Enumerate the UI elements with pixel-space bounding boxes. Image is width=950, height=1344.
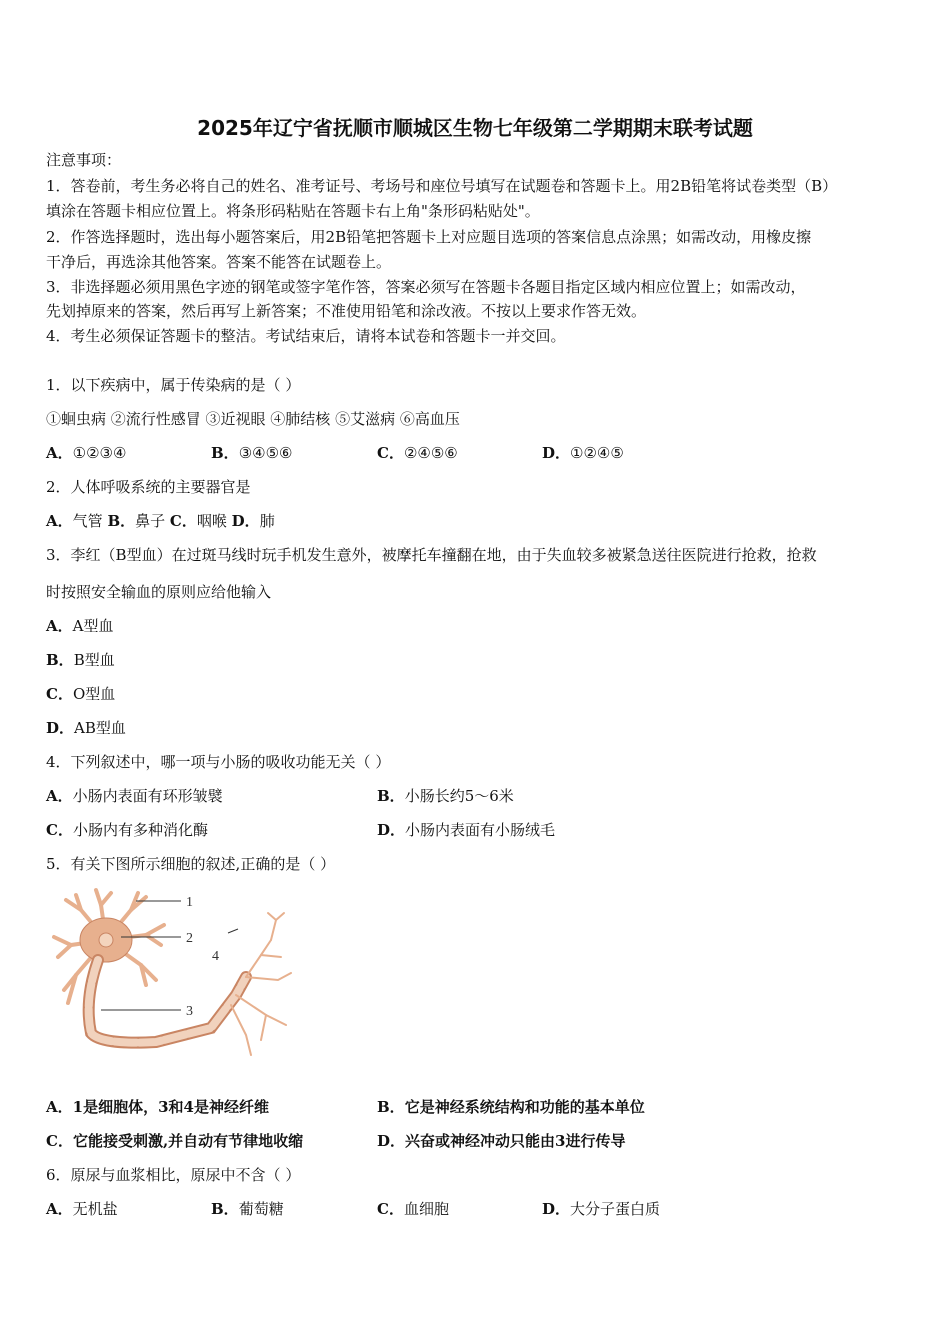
option-letter: C．	[377, 444, 404, 462]
option-text: 它能接受刺激,并自动有节律地收缩	[72, 1132, 304, 1150]
option-letter: A．	[46, 1098, 73, 1116]
option-letter: B．	[377, 1098, 405, 1116]
option-text: ②④⑤⑥	[403, 444, 458, 462]
question-6-option-d	[542, 1199, 660, 1219]
option-text: AB型血	[74, 719, 126, 737]
question-3-stem-cont: 时按照安全输血的原则应给他输入	[46, 583, 272, 601]
question-4-option-c	[46, 820, 208, 840]
option-letter: C．	[46, 1132, 73, 1150]
option-text: 小肠长约5～6米	[404, 787, 514, 805]
page-title: 2025年辽宁省抚顺市顺城区生物七年级第二学期期末联考试题	[197, 116, 753, 140]
question-5-option-b	[377, 1097, 645, 1117]
option-letter: C．	[169, 512, 197, 530]
option-letter: D．	[542, 444, 571, 462]
option-letter: D．	[377, 821, 406, 839]
option-letter: C．	[46, 821, 73, 839]
option-text: 小肠内表面有小肠绒毛	[405, 821, 556, 839]
option-letter: B．	[377, 787, 405, 805]
option-letter: B．	[107, 512, 136, 530]
option-letter: C．	[377, 1200, 404, 1218]
question-6-stem: 6．原尿与血浆相比，原尿中不含（ ）	[46, 1166, 301, 1184]
option-letter: B．	[211, 444, 239, 462]
notice-line: 1．答卷前，考生务必将自己的姓名、准考证号、考场号和座位号填写在试题卷和答题卡上。用2B铅笔将试卷类型（B）	[46, 177, 838, 195]
question-3-option-c	[46, 684, 115, 704]
neuron-figure	[46, 885, 296, 1065]
option-letter: B．	[46, 651, 74, 669]
question-4-stem: 4．下列叙述中，哪一项与小肠的吸收功能无关（ ）	[46, 753, 391, 771]
question-2-stem: 2．人体呼吸系统的主要器官是	[46, 478, 251, 496]
notice-line: 3．非选择题必须用黑色字迹的钢笔或签字笔作答，答案必须写在答题卡各题目指定区域内相应位置上；如需改动，	[46, 278, 806, 296]
question-5-stem: 5．有关下图所示细胞的叙述,正确的是（ ）	[46, 855, 336, 873]
question-1-option-c	[377, 443, 458, 463]
neuron-cell-body	[54, 890, 164, 1003]
option-letter: A．	[46, 787, 73, 805]
option-text: 气管	[72, 512, 103, 530]
option-text: 1是细胞体，3和4是神经纤维	[72, 1098, 269, 1116]
question-1-items: ①蛔虫病 ②流行性感冒 ③近视眼 ④肺结核 ⑤艾滋病 ⑥高血压	[46, 410, 460, 428]
question-3-option-d	[46, 718, 126, 738]
question-3-stem: 3．李红（B型血）在过斑马线时玩手机发生意外，被摩托车撞翻在地，由于失血较多被紧急送往医院进行抢救，抢救	[46, 546, 817, 564]
question-5-option-a	[46, 1097, 269, 1117]
option-text: ①②④⑤	[570, 444, 624, 462]
option-letter: C．	[46, 685, 73, 703]
option-text: B型血	[73, 651, 115, 669]
question-1-option-a	[46, 443, 126, 463]
question-1-stem: 1．以下疾病中，属于传染病的是（ ）	[46, 376, 301, 394]
question-5-option-c	[46, 1131, 303, 1151]
option-text: ③④⑤⑥	[238, 444, 293, 462]
question-3-option-b	[46, 650, 115, 670]
option-letter: D．	[231, 512, 260, 530]
question-4-option-b	[377, 786, 514, 806]
notice-line: 2．作答选择题时，选出每小题答案后，用2B铅笔把答题卡上对应题目选项的答案信息点涂黑；如需改动，用橡皮擦	[46, 228, 812, 246]
option-letter: D．	[377, 1132, 406, 1150]
notice-line: 干净后，再选涂其他答案。答案不能答在试题卷上。	[46, 253, 392, 271]
figure-label: 1	[186, 895, 193, 910]
option-text: 兴奋或神经冲动只能由3进行传导	[405, 1132, 626, 1150]
option-text: A型血	[72, 617, 114, 635]
option-text: O型血	[72, 685, 116, 703]
option-letter: A．	[46, 512, 73, 530]
option-text: 大分子蛋白质	[570, 1200, 661, 1218]
option-text: 肺	[259, 512, 275, 530]
option-text: 小肠内有多种消化酶	[72, 821, 208, 839]
option-text: 小肠内表面有环形皱襞	[72, 787, 223, 805]
option-letter: A．	[46, 444, 73, 462]
question-6-option-c	[377, 1199, 449, 1219]
notice-heading: 注意事项：	[46, 151, 122, 169]
option-letter: D．	[542, 1200, 571, 1218]
option-text: 葡萄糖	[238, 1200, 284, 1218]
option-text: 鼻子	[135, 512, 166, 530]
nucleus	[99, 933, 113, 947]
question-6-option-a	[46, 1199, 118, 1219]
figure-label: 3	[186, 1004, 193, 1019]
option-letter: B．	[211, 1200, 239, 1218]
notice-line: 4．考生必须保证答题卡的整洁。考试结束后，请将本试卷和答题卡一并交回。	[46, 327, 566, 345]
question-5-option-d	[377, 1131, 625, 1151]
option-text: 咽喉	[196, 512, 227, 530]
question-4-option-a	[46, 786, 223, 806]
option-letter: A．	[46, 1200, 73, 1218]
option-text: 无机盐	[72, 1200, 118, 1218]
option-text: 它是神经系统结构和功能的基本单位	[404, 1098, 645, 1116]
notice-line: 先划掉原来的答案，然后再写上新答案；不准使用铅笔和涂改液。不按以上要求作答无效。	[46, 302, 647, 320]
figure-label: 4	[212, 949, 219, 964]
question-6-option-b	[211, 1199, 284, 1219]
question-4-option-d	[377, 820, 555, 840]
notice-line: 填涂在答题卡相应位置上。将条形码粘贴在答题卡右上角"条形码粘贴处"。	[46, 202, 540, 220]
question-1-option-b	[211, 443, 292, 463]
option-text: ①②③④	[72, 444, 127, 462]
question-3-option-a	[46, 616, 113, 636]
axon	[89, 960, 246, 1043]
myelin-sheath	[89, 960, 246, 1043]
option-text: 血细胞	[403, 1200, 449, 1218]
question-2-options	[46, 511, 275, 531]
figure-label: 2	[186, 931, 193, 946]
option-letter: D．	[46, 719, 75, 737]
question-1-option-d	[542, 443, 624, 463]
option-letter: A．	[46, 617, 73, 635]
